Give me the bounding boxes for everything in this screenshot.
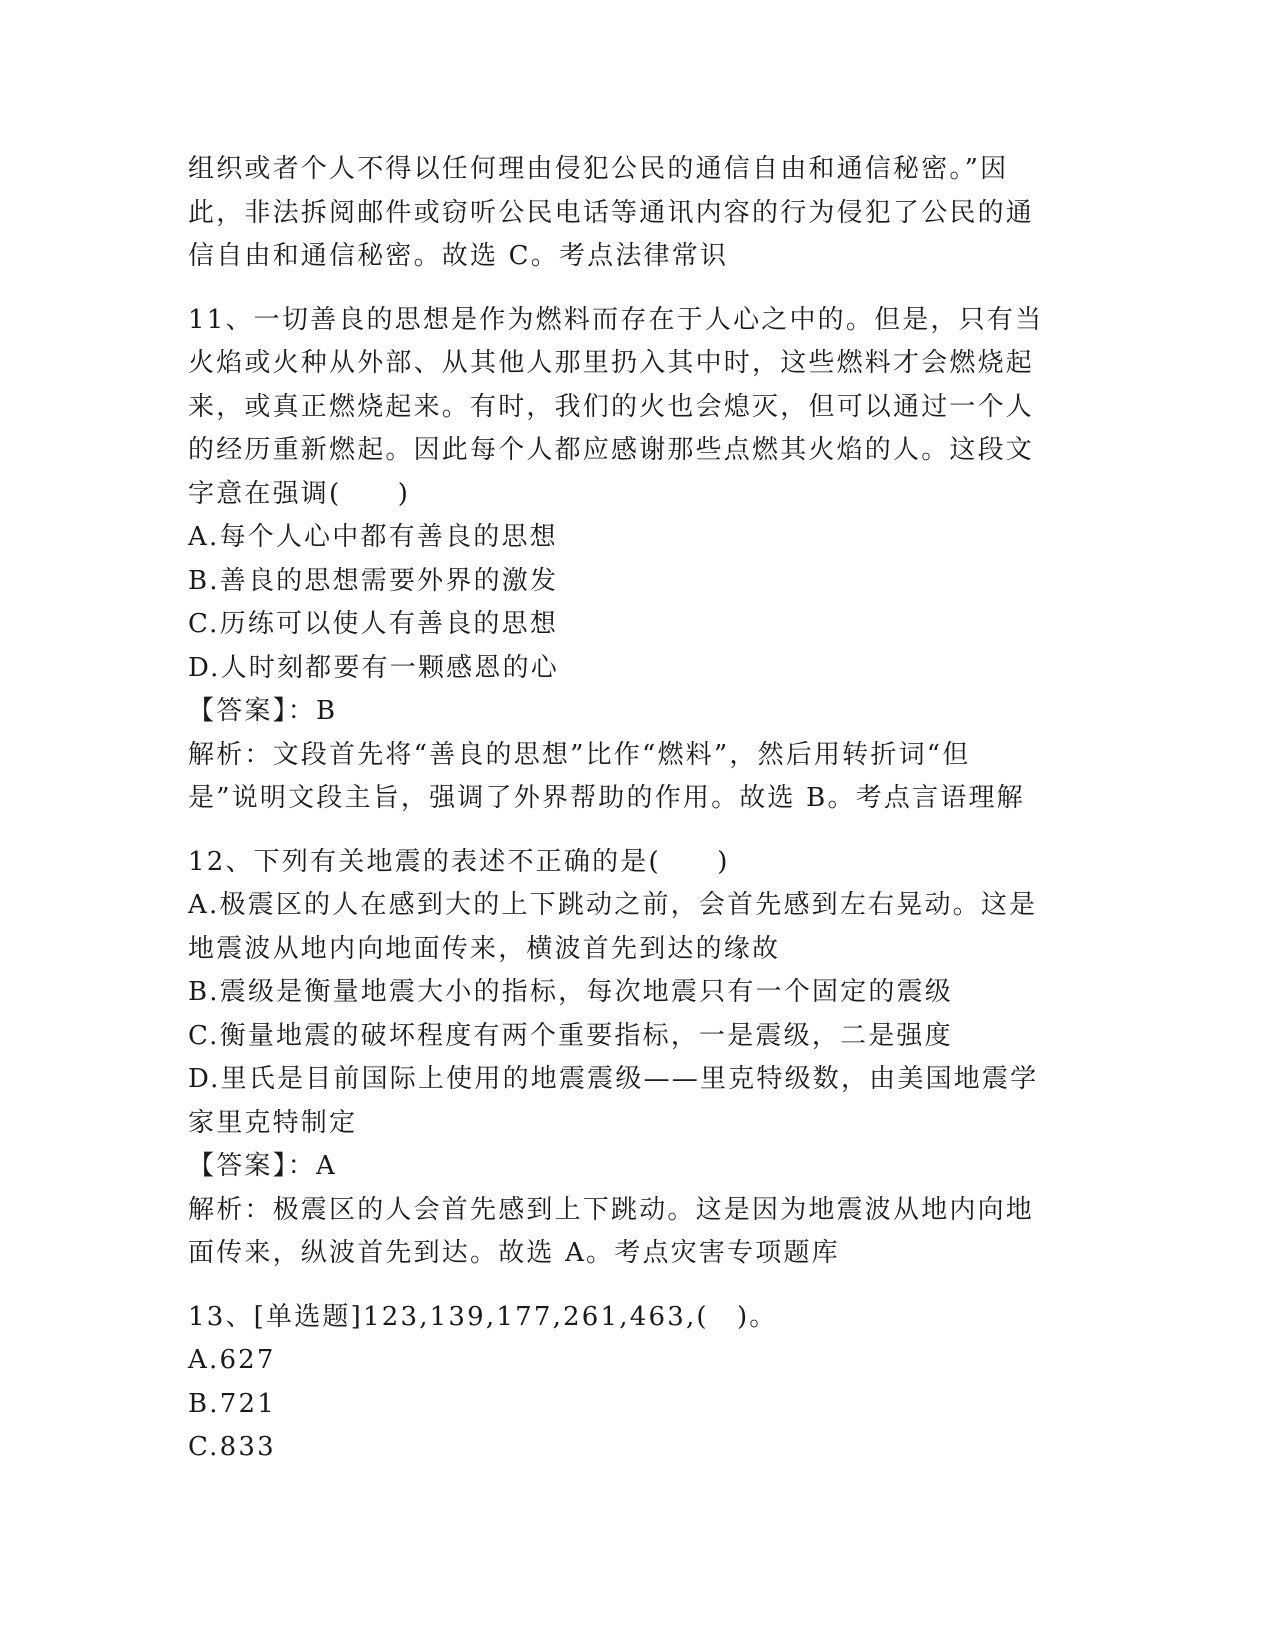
option-b: B.善良的思想需要外界的激发 xyxy=(188,565,559,596)
option-c: C.历练可以使人有善良的思想 xyxy=(188,609,559,639)
paragraph-gap xyxy=(188,279,1068,299)
option-b: B.721 xyxy=(188,1388,276,1419)
option-c: C.衡量地震的破坏程度有两个重要指标，一是震级，二是强度 xyxy=(188,1020,953,1051)
option-a: A.极震区的人在感到大的上下跳动之前，会首先感到左右晃动。这是 xyxy=(188,890,1038,920)
analysis-line: 是”说明文段主旨，强调了外界帮助的作用。故选 B。考点言语理解 xyxy=(188,783,1025,813)
paragraph-gap xyxy=(188,821,1068,841)
option-b: B.震级是衡量地震大小的指标，每次地震只有一个固定的震级 xyxy=(188,977,953,1007)
option-a: A.每个人心中都有善良的思想 xyxy=(188,522,558,552)
answer-line: 【答案】：B xyxy=(188,696,338,726)
intro-paragraph xyxy=(188,148,1068,279)
option-d-continued: 家里克特制定 xyxy=(188,1107,358,1138)
option-c: C.833 xyxy=(188,1432,276,1462)
text-line: 此，非法拆阅邮件或窃听公民电话等通讯内容的行为侵犯了公民的通 xyxy=(188,197,1035,228)
question-stem-line: 的经历重新燃起。因此每个人都应感谢那些点燃其火焰的人。这段文 xyxy=(188,435,1035,465)
question-12 xyxy=(188,841,1068,1276)
answer-line: 【答案】：A xyxy=(188,1151,337,1181)
document-page xyxy=(188,148,1068,1470)
analysis-line: 面传来，纵波首先到达。故选 A。考点灾害专项题库 xyxy=(188,1238,840,1268)
question-stem-line: 13、[单选题]123,139,177,261,463,( )。 xyxy=(188,1301,778,1332)
paragraph-gap xyxy=(188,1276,1068,1296)
question-stem-line: 来，或真正燃烧起来。有时，我们的火也会熄灭，但可以通过一个人 xyxy=(188,391,1035,422)
question-13 xyxy=(188,1296,1068,1470)
question-stem-line: 火焰或火种从外部、从其他人那里扔入其中时，这些燃料才会燃烧起 xyxy=(188,348,1035,378)
question-stem-line: 12、下列有关地震的表述不正确的是( ) xyxy=(188,846,730,877)
text-line: 信自由和通信秘密。故选 C。考点法律常识 xyxy=(188,241,729,271)
text-line: 组织或者个人不得以任何理由侵犯公民的通信自由和通信秘密。”因 xyxy=(188,154,1009,184)
analysis-line: 解析：极震区的人会首先感到上下跳动。这是因为地震波从地内向地 xyxy=(188,1194,1035,1225)
option-d: D.里氏是目前国际上使用的地震震级——里克特级数，由美国地震学 xyxy=(188,1064,1039,1094)
option-a-continued: 地震波从地内向地面传来，横波首先到达的缘故 xyxy=(188,933,781,964)
question-stem-line: 11、一切善良的思想是作为燃料而存在于人心之中的。但是，只有当 xyxy=(188,304,1044,335)
option-a: A.627 xyxy=(188,1345,276,1375)
analysis-line: 解析：文段首先将“善良的思想”比作“燃料”，然后用转折词“但 xyxy=(188,739,971,770)
option-d: D.人时刻都要有一颗感恩的心 xyxy=(188,652,559,683)
question-stem-line: 字意在强调( ) xyxy=(188,478,411,509)
question-11 xyxy=(188,299,1068,821)
